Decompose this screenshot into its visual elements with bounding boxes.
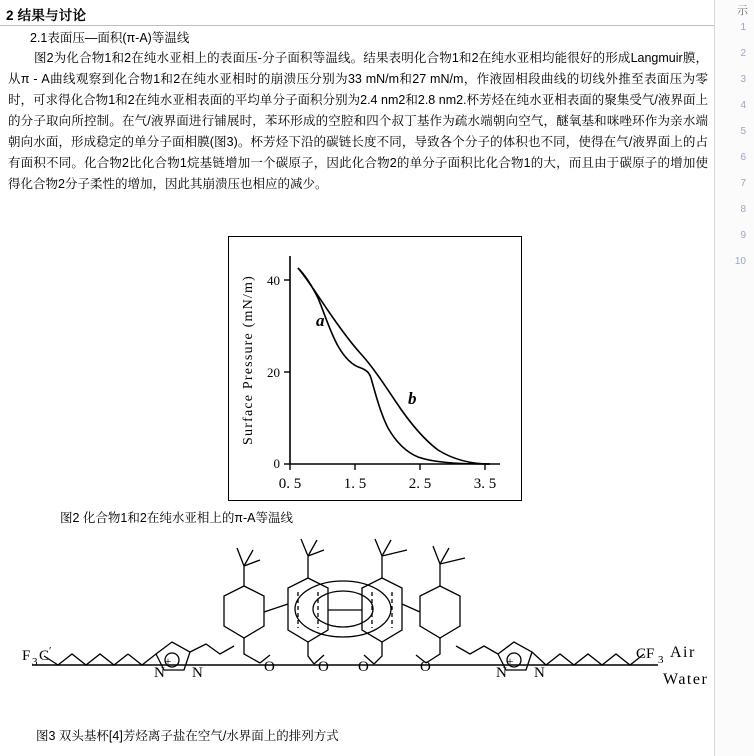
label-o-2: O <box>318 659 329 675</box>
label-right-CF3: CF <box>636 646 655 662</box>
label-right-CF3-sub: 3 <box>658 654 664 666</box>
label-left-charge: + <box>164 654 172 668</box>
label-right-N2: N <box>534 665 545 681</box>
annotation-b: b <box>408 389 417 408</box>
label-air: Air <box>670 644 696 661</box>
ytick-0: 0 <box>273 456 280 471</box>
isotherm-chart <box>228 236 522 501</box>
ytick-20: 20 <box>267 365 280 380</box>
ytick-40: 40 <box>267 273 280 288</box>
y-axis-label: Surface Pressure (mN/m) <box>241 275 256 445</box>
xtick-0p5: 0. 5 <box>278 476 302 492</box>
line-number: 5 <box>740 126 746 137</box>
line-number: 1 <box>740 22 746 33</box>
heading-divider <box>0 25 714 26</box>
label-left-F3C-sub: 3 <box>32 656 38 668</box>
label-left-F3C: F <box>22 648 31 664</box>
line-number: 2 <box>740 48 746 59</box>
section-heading: 2 结果与讨论 <box>6 8 87 23</box>
gutter-title: 示 <box>737 5 748 17</box>
calix-aromatic-rings <box>224 578 460 642</box>
label-o-1: O <box>264 659 275 675</box>
label-right-N1: N <box>496 665 507 681</box>
xtick-3p5: 3. 5 <box>473 476 497 492</box>
line-number: 9 <box>740 230 746 241</box>
line-number: 3 <box>740 74 746 85</box>
line-number: 7 <box>740 178 746 189</box>
curve-b <box>298 268 490 464</box>
label-left-C: C <box>39 648 50 664</box>
calixarene-scheme <box>8 534 714 714</box>
tert-butyl-groups <box>237 539 465 586</box>
figure-2-caption: 图3 双头基杯[4]芳烃离子盐在空气/水界面上的排列方式 <box>36 729 339 743</box>
xtick-2p5: 2. 5 <box>408 476 432 492</box>
label-o-4: O <box>420 659 431 675</box>
line-number: 4 <box>740 100 746 111</box>
figure-1 <box>228 236 522 501</box>
line-number: 6 <box>740 152 746 163</box>
line-number: 10 <box>734 256 746 267</box>
figure-2 <box>8 534 714 714</box>
subsection-heading: 2.1表面压—面积(π-A)等温线 <box>30 31 190 45</box>
label-o-3: O <box>358 659 369 675</box>
figure-1-caption: 图2 化合物1和2在纯水亚相上的π-A等温线 <box>60 511 293 525</box>
left-chain <box>44 654 156 665</box>
label-left-N2: N <box>192 665 203 681</box>
curve-a <box>298 268 490 464</box>
right-imidazolium <box>456 642 532 670</box>
line-number: 8 <box>740 204 746 215</box>
label-left-N1: N <box>154 665 165 681</box>
right-chain <box>532 652 644 665</box>
label-right-charge: + <box>506 654 514 668</box>
label-water: Water <box>663 671 709 688</box>
body-paragraph: 图2为化合物1和2在纯水亚相上的表面压-分子面积等温线。结果表明化合物1和2在纯水亚相均能很好的形成Langmuir膜，从π - A曲线观察到化合物1和2在纯水亚相时的崩溃压分别为33 mN/m和27 mN/m，作液固相段曲线的切线外推至表面压为零时，可求得化合物1和2在纯水亚相表面的平均单分子面积分别为2.4 nm2和2.8 nm2.杯芳烃在纯水亚相表面的聚集受气/液界面上的分子取向所控制。在气/液界面进行铺展时，苯环形成的空腔和四个叔丁基作为疏水端朝向空气，醚氧基和咪唑环作为亲水端朝向水面，形成稳定的单分子面相膜(图3)。杯芳烃下沿的碳链长度不同，导致各个分子的体积也不同，使得在气/液界面上的占有面积不同。化合物2比化合物1烷基链增加一个碳原子，因此化合物2的单分子面积比化合物1的大，而且由于碳原子的增加使得化合物2分子柔性的增加，因此其崩溃压也相应的减少。 <box>8 51 708 191</box>
xtick-1p5: 1. 5 <box>343 476 367 492</box>
label-left-tick: ′ <box>49 645 52 657</box>
annotation-a: a <box>316 311 325 330</box>
line-number-gutter <box>714 0 754 756</box>
